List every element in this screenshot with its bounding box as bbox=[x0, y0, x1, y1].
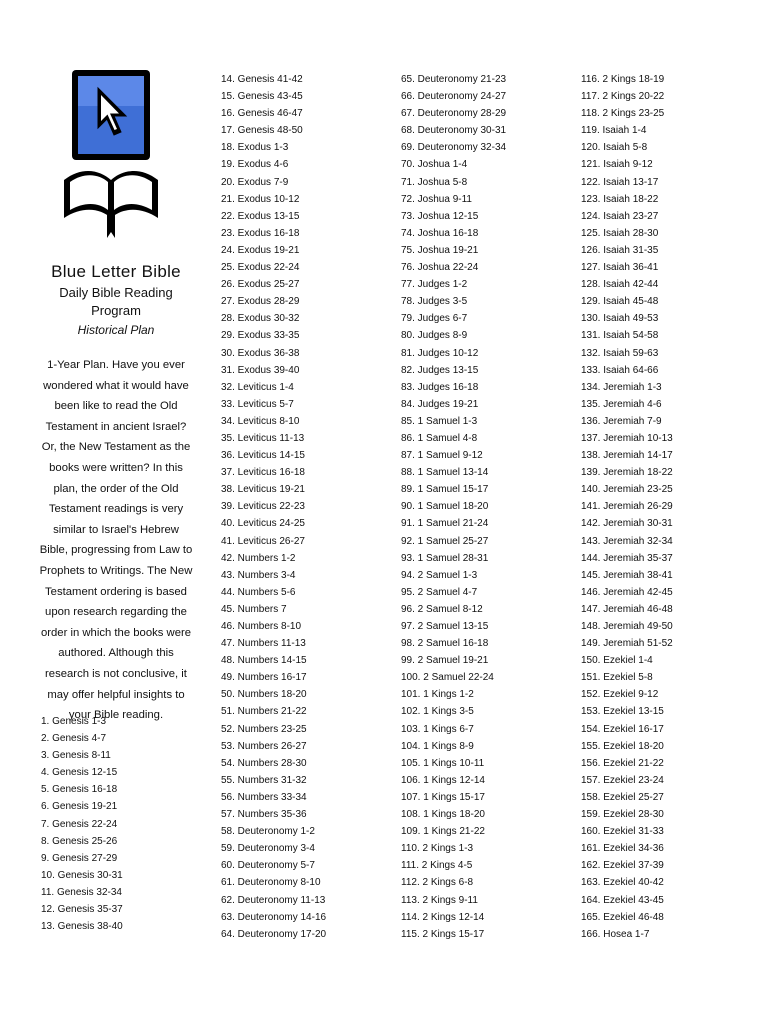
reading-item: 29. Exodus 33-35 bbox=[221, 330, 300, 342]
reading-item: 117. 2 Kings 20-22 bbox=[581, 91, 665, 103]
reading-item: 82. Judges 13-15 bbox=[401, 364, 479, 376]
reading-list-column-3 bbox=[401, 71, 506, 943]
reading-item: 51. Numbers 21-22 bbox=[221, 706, 307, 718]
reading-item: 160. Ezekiel 31-33 bbox=[581, 826, 664, 838]
reading-item: 49. Numbers 16-17 bbox=[221, 672, 307, 684]
reading-item: 164. Ezekiel 43-45 bbox=[581, 894, 664, 906]
reading-item: 126. Isaiah 31-35 bbox=[581, 244, 659, 256]
reading-item: 129. Isaiah 45-48 bbox=[581, 296, 659, 308]
reading-item: 136. Jeremiah 7-9 bbox=[581, 415, 662, 427]
reading-item: 72. Joshua 9-11 bbox=[401, 193, 472, 205]
reading-item: 147. Jeremiah 46-48 bbox=[581, 603, 673, 615]
reading-item: 124. Isaiah 23-27 bbox=[581, 210, 659, 222]
reading-item: 28. Exodus 30-32 bbox=[221, 313, 300, 325]
reading-item: 23. Exodus 16-18 bbox=[221, 227, 300, 239]
reading-item: 133. Isaiah 64-66 bbox=[581, 364, 659, 376]
reading-item: 69. Deuteronomy 32-34 bbox=[401, 142, 507, 154]
reading-item: 75. Joshua 19-21 bbox=[401, 244, 479, 256]
reading-item: 81. Judges 10-12 bbox=[401, 347, 479, 359]
program-subtitle: Daily Bible Reading Program bbox=[59, 285, 173, 318]
reading-item: 34. Leviticus 8-10 bbox=[221, 415, 300, 427]
reading-item: 104. 1 Kings 8-9 bbox=[401, 740, 474, 752]
reading-item: 77. Judges 1-2 bbox=[401, 279, 468, 291]
reading-item: 152. Ezekiel 9-12 bbox=[581, 689, 659, 701]
reading-item: 156. Ezekiel 21-22 bbox=[581, 757, 664, 769]
reading-item: 140. Jeremiah 23-25 bbox=[581, 484, 673, 496]
reading-item: 68. Deuteronomy 30-31 bbox=[401, 125, 507, 137]
reading-item: 91. 1 Samuel 21-24 bbox=[401, 518, 489, 530]
reading-item: 142. Jeremiah 30-31 bbox=[581, 518, 673, 530]
reading-item: 57. Numbers 35-36 bbox=[221, 809, 307, 821]
reading-item: 39. Leviticus 22-23 bbox=[221, 501, 305, 513]
reading-item: 155. Ezekiel 18-20 bbox=[581, 740, 664, 752]
reading-item: 122. Isaiah 13-17 bbox=[581, 176, 659, 188]
reading-item: 79. Judges 6-7 bbox=[401, 313, 468, 325]
reading-item: 19. Exodus 4-6 bbox=[221, 159, 289, 171]
reading-item: 141. Jeremiah 26-29 bbox=[581, 501, 673, 513]
reading-item: 107. 1 Kings 15-17 bbox=[401, 791, 485, 803]
reading-item: 96. 2 Samuel 8-12 bbox=[401, 603, 483, 615]
reading-item: 15. Genesis 43-45 bbox=[221, 91, 303, 103]
reading-item: 159. Ezekiel 28-30 bbox=[581, 809, 664, 821]
reading-item: 13. Genesis 38-40 bbox=[41, 921, 123, 933]
reading-item: 6. Genesis 19-21 bbox=[41, 801, 118, 813]
reading-item: 7. Genesis 22-24 bbox=[41, 818, 118, 830]
reading-item: 17. Genesis 48-50 bbox=[221, 125, 303, 137]
reading-item: 8. Genesis 25-26 bbox=[41, 835, 118, 847]
reading-item: 101. 1 Kings 1-2 bbox=[401, 689, 474, 701]
reading-item: 146. Jeremiah 42-45 bbox=[581, 586, 673, 598]
reading-item: 134. Jeremiah 1-3 bbox=[581, 381, 662, 393]
reading-item: 33. Leviticus 5-7 bbox=[221, 398, 294, 410]
reading-item: 93. 1 Samuel 28-31 bbox=[401, 552, 489, 564]
reading-item: 150. Ezekiel 1-4 bbox=[581, 655, 653, 667]
reading-item: 54. Numbers 28-30 bbox=[221, 757, 307, 769]
reading-item: 97. 2 Samuel 13-15 bbox=[401, 621, 489, 632]
reading-item: 20. Exodus 7-9 bbox=[221, 176, 289, 188]
reading-item: 67. Deuteronomy 28-29 bbox=[401, 108, 507, 120]
reading-item: 92. 1 Samuel 25-27 bbox=[401, 535, 489, 547]
reading-list-column-1 bbox=[41, 713, 123, 935]
reading-item: 137. Jeremiah 10-13 bbox=[581, 432, 673, 444]
reading-item: 21. Exodus 10-12 bbox=[221, 193, 300, 205]
reading-item: 36. Leviticus 14-15 bbox=[221, 450, 305, 462]
reading-item: 58. Deuteronomy 1-2 bbox=[221, 826, 315, 838]
reading-item: 114. 2 Kings 12-14 bbox=[401, 911, 485, 923]
reading-item: 162. Ezekiel 37-39 bbox=[581, 860, 664, 872]
reading-item: 76. Joshua 22-24 bbox=[401, 262, 479, 274]
reading-item: 161. Ezekiel 34-36 bbox=[581, 843, 664, 855]
reading-item: 56. Numbers 33-34 bbox=[221, 791, 307, 803]
reading-item: 35. Leviticus 11-13 bbox=[221, 432, 305, 444]
reading-item: 61. Deuteronomy 8-10 bbox=[221, 877, 321, 889]
bible-cursor-logo-icon bbox=[62, 68, 160, 240]
reading-item: 38. Leviticus 19-21 bbox=[221, 484, 305, 496]
reading-item: 90. 1 Samuel 18-20 bbox=[401, 501, 489, 513]
reading-item: 47. Numbers 11-13 bbox=[221, 638, 306, 650]
reading-item: 105. 1 Kings 10-11 bbox=[401, 757, 485, 769]
reading-item: 45. Numbers 7 bbox=[221, 603, 287, 615]
reading-item: 106. 1 Kings 12-14 bbox=[401, 774, 485, 786]
reading-item: 74. Joshua 16-18 bbox=[401, 227, 479, 239]
reading-item: 112. 2 Kings 6-8 bbox=[401, 877, 474, 889]
reading-item: 70. Joshua 1-4 bbox=[401, 159, 468, 171]
reading-item: 85. 1 Samuel 1-3 bbox=[401, 415, 478, 427]
reading-item: 5. Genesis 16-18 bbox=[41, 784, 118, 796]
reading-item: 145. Jeremiah 38-41 bbox=[581, 569, 673, 581]
reading-item: 130. Isaiah 49-53 bbox=[581, 313, 659, 325]
reading-item: 84. Judges 19-21 bbox=[401, 398, 479, 410]
reading-item: 73. Joshua 12-15 bbox=[401, 210, 479, 222]
reading-item: 138. Jeremiah 14-17 bbox=[581, 450, 673, 462]
reading-item: 78. Judges 3-5 bbox=[401, 296, 468, 308]
reading-item: 87. 1 Samuel 9-12 bbox=[401, 450, 483, 462]
reading-item: 12. Genesis 35-37 bbox=[41, 904, 123, 916]
reading-item: 10. Genesis 30-31 bbox=[41, 869, 123, 881]
reading-item: 153. Ezekiel 13-15 bbox=[581, 706, 664, 718]
reading-item: 139. Jeremiah 18-22 bbox=[581, 467, 673, 479]
reading-item: 65. Deuteronomy 21-23 bbox=[401, 74, 507, 85]
reading-item: 163. Ezekiel 40-42 bbox=[581, 877, 664, 889]
reading-item: 102. 1 Kings 3-5 bbox=[401, 706, 474, 718]
reading-item: 115. 2 Kings 15-17 bbox=[401, 928, 485, 940]
reading-item: 128. Isaiah 42-44 bbox=[581, 279, 659, 291]
reading-item: 44. Numbers 5-6 bbox=[221, 586, 296, 598]
reading-item: 151. Ezekiel 5-8 bbox=[581, 672, 653, 684]
reading-item: 131. Isaiah 54-58 bbox=[581, 330, 659, 342]
reading-item: 165. Ezekiel 46-48 bbox=[581, 911, 664, 923]
reading-item: 98. 2 Samuel 16-18 bbox=[401, 638, 489, 650]
reading-item: 94. 2 Samuel 1-3 bbox=[401, 569, 478, 581]
plan-name: Historical Plan bbox=[77, 323, 155, 337]
reading-item: 16. Genesis 46-47 bbox=[221, 108, 303, 120]
reading-item: 55. Numbers 31-32 bbox=[221, 774, 307, 786]
reading-item: 89. 1 Samuel 15-17 bbox=[401, 484, 489, 496]
blue-letter-bible-logo-icon bbox=[62, 68, 160, 240]
reading-item: 52. Numbers 23-25 bbox=[221, 723, 307, 735]
reading-item: 157. Ezekiel 23-24 bbox=[581, 774, 664, 786]
reading-item: 11. Genesis 32-34 bbox=[41, 886, 122, 898]
reading-item: 64. Deuteronomy 17-20 bbox=[221, 928, 327, 940]
reading-item: 109. 1 Kings 21-22 bbox=[401, 826, 485, 838]
reading-item: 125. Isaiah 28-30 bbox=[581, 227, 659, 239]
reading-item: 108. 1 Kings 18-20 bbox=[401, 809, 485, 821]
reading-item: 31. Exodus 39-40 bbox=[221, 364, 300, 376]
reading-item: 66. Deuteronomy 24-27 bbox=[401, 91, 507, 103]
reading-item: 86. 1 Samuel 4-8 bbox=[401, 432, 478, 444]
reading-item: 46. Numbers 8-10 bbox=[221, 621, 302, 632]
reading-item: 144. Jeremiah 35-37 bbox=[581, 552, 673, 564]
reading-item: 48. Numbers 14-15 bbox=[221, 655, 307, 667]
reading-item: 53. Numbers 26-27 bbox=[221, 740, 307, 752]
reading-item: 121. Isaiah 9-12 bbox=[581, 159, 653, 171]
reading-item: 40. Leviticus 24-25 bbox=[221, 518, 305, 530]
reading-item: 59. Deuteronomy 3-4 bbox=[221, 843, 315, 855]
reading-item: 83. Judges 16-18 bbox=[401, 381, 479, 393]
reading-item: 135. Jeremiah 4-6 bbox=[581, 398, 662, 410]
reading-item: 43. Numbers 3-4 bbox=[221, 569, 296, 581]
reading-item: 100. 2 Samuel 22-24 bbox=[401, 672, 494, 684]
reading-item: 118. 2 Kings 23-25 bbox=[581, 108, 665, 120]
reading-item: 154. Ezekiel 16-17 bbox=[581, 723, 664, 735]
reading-item: 32. Leviticus 1-4 bbox=[221, 381, 294, 393]
reading-item: 1. Genesis 1-3 bbox=[41, 716, 107, 727]
reading-item: 26. Exodus 25-27 bbox=[221, 279, 300, 291]
reading-item: 60. Deuteronomy 5-7 bbox=[221, 860, 315, 872]
reading-item: 2. Genesis 4-7 bbox=[41, 733, 107, 745]
reading-item: 148. Jeremiah 49-50 bbox=[581, 621, 673, 632]
reading-item: 14. Genesis 41-42 bbox=[221, 74, 303, 85]
reading-item: 143. Jeremiah 32-34 bbox=[581, 535, 673, 547]
reading-item: 27. Exodus 28-29 bbox=[221, 296, 300, 308]
reading-item: 119. Isaiah 1-4 bbox=[581, 125, 647, 137]
reading-item: 113. 2 Kings 9-11 bbox=[401, 894, 478, 906]
reading-item: 111. 2 Kings 4-5 bbox=[401, 860, 473, 872]
reading-item: 50. Numbers 18-20 bbox=[221, 689, 307, 701]
reading-item: 158. Ezekiel 25-27 bbox=[581, 791, 664, 803]
app-title: Blue Letter Bible bbox=[51, 262, 181, 281]
plan-description: 1-Year Plan. Have you ever wondered what it would have been like to read the Old Testament in ancient Israel? Or, the New Testament as the books were written? In this plan, the order of the Old Testament readings is very similar to Israel's Hebrew Bible, progressing from Law to Prophets to Writings. The New Testament ordering is based upon research regarding the order in which the books were authored. Although this research is not conclusive, it may offer helpful insights to your Bible reading. bbox=[39, 359, 193, 722]
reading-item: 37. Leviticus 16-18 bbox=[221, 467, 305, 479]
reading-item: 4. Genesis 12-15 bbox=[41, 767, 118, 779]
reading-item: 9. Genesis 27-29 bbox=[41, 852, 118, 864]
reading-item: 80. Judges 8-9 bbox=[401, 330, 468, 342]
reading-item: 103. 1 Kings 6-7 bbox=[401, 723, 474, 735]
reading-item: 25. Exodus 22-24 bbox=[221, 262, 300, 274]
reading-item: 18. Exodus 1-3 bbox=[221, 142, 289, 154]
reading-item: 120. Isaiah 5-8 bbox=[581, 142, 648, 154]
reading-item: 30. Exodus 36-38 bbox=[221, 347, 300, 359]
reading-item: 71. Joshua 5-8 bbox=[401, 176, 468, 188]
reading-item: 95. 2 Samuel 4-7 bbox=[401, 586, 478, 598]
reading-item: 63. Deuteronomy 14-16 bbox=[221, 911, 327, 923]
reading-item: 110. 2 Kings 1-3 bbox=[401, 843, 474, 855]
reading-item: 132. Isaiah 59-63 bbox=[581, 347, 659, 359]
reading-item: 149. Jeremiah 51-52 bbox=[581, 638, 673, 650]
reading-item: 99. 2 Samuel 19-21 bbox=[401, 655, 489, 667]
intro-panel bbox=[38, 262, 194, 726]
reading-list-column-2 bbox=[221, 71, 326, 943]
reading-item: 166. Hosea 1-7 bbox=[581, 928, 650, 940]
reading-item: 127. Isaiah 36-41 bbox=[581, 262, 659, 274]
reading-item: 24. Exodus 19-21 bbox=[221, 244, 300, 256]
reading-list-column-4 bbox=[581, 71, 673, 943]
reading-item: 22. Exodus 13-15 bbox=[221, 210, 300, 222]
reading-item: 116. 2 Kings 18-19 bbox=[581, 74, 665, 85]
reading-item: 88. 1 Samuel 13-14 bbox=[401, 467, 489, 479]
reading-item: 41. Leviticus 26-27 bbox=[221, 535, 305, 547]
reading-item: 123. Isaiah 18-22 bbox=[581, 193, 659, 205]
reading-item: 3. Genesis 8-11 bbox=[41, 750, 111, 762]
reading-item: 62. Deuteronomy 11-13 bbox=[221, 894, 326, 906]
reading-item: 42. Numbers 1-2 bbox=[221, 552, 296, 564]
